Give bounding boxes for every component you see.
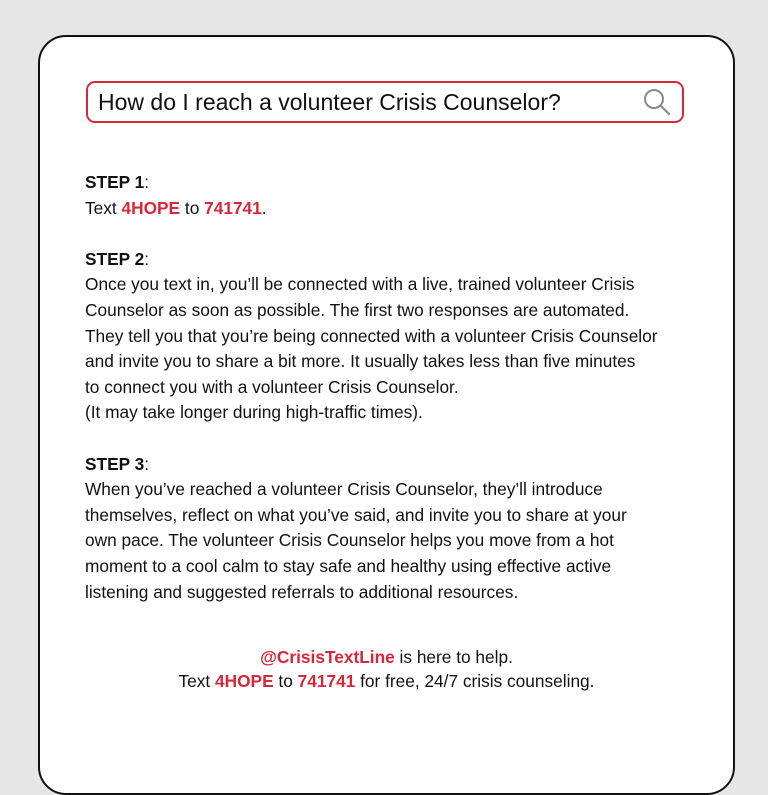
footer-line-2-suffix: for free, 24/7 crisis counseling.: [355, 671, 595, 691]
step-2: [85, 247, 725, 426]
step-1: [85, 170, 725, 221]
step-2-line: to connect you with a volunteer Crisis Counselor.: [85, 376, 459, 397]
step-2-colon: :: [144, 248, 150, 269]
footer-number: 741741: [297, 671, 356, 691]
footer-line-2-mid: to: [273, 671, 298, 691]
step-3-heading: [85, 452, 725, 478]
search-query[interactable]: How do I reach a volunteer Crisis Counselor?: [98, 88, 561, 115]
footer-line-1: [40, 645, 733, 669]
steps-content: [85, 170, 725, 631]
step-2-line: Once you text in, you’ll be connected with a live, trained volunteer Crisis: [85, 274, 635, 295]
footer-handle-link[interactable]: @CrisisTextLine: [260, 647, 395, 667]
info-card: [38, 35, 735, 795]
step-2-heading: [85, 247, 725, 273]
step-2-line: Counselor as soon as possible. The first two responses are automated.: [85, 299, 630, 320]
step-2-line: They tell you that you’re being connected with a volunteer Crisis Counselor: [85, 325, 658, 346]
step-1-text-prefix: Text: [85, 197, 122, 218]
footer-line-2: [40, 669, 733, 693]
step-1-text: [85, 196, 725, 222]
step-3-title: STEP 3: [85, 453, 145, 474]
step-2-line: (It may take longer during high-traffic times).: [85, 402, 423, 423]
search-icon[interactable]: [642, 87, 672, 117]
step-1-keyword: 4HOPE: [121, 197, 181, 218]
step-3-line: listening and suggested referrals to additional resources.: [85, 581, 519, 602]
step-3-line: When you’ve reached a volunteer Crisis Counselor, they’ll introduce: [85, 479, 603, 500]
step-1-title: STEP 1: [85, 172, 145, 192]
step-2-title: STEP 2: [85, 248, 145, 269]
step-3-colon: :: [144, 453, 150, 474]
step-2-line: and invite you to share a bit more. It usually takes less than five minutes: [85, 351, 636, 372]
footer-keyword: 4HOPE: [215, 671, 274, 691]
footer-line-1-suffix: is here to help.: [394, 647, 513, 667]
step-1-colon: :: [144, 172, 150, 192]
step-3: [85, 452, 725, 606]
step-3-line: themselves, reflect on what you’ve said, and invite you to share at your: [85, 504, 627, 525]
footer: [40, 645, 733, 693]
step-1-number: 741741: [204, 197, 262, 218]
footer-line-2-prefix: Text: [178, 671, 216, 691]
step-1-text-mid: to: [180, 197, 205, 218]
step-3-line: own pace. The volunteer Crisis Counselor helps you move from a hot: [85, 530, 614, 551]
step-1-heading: [85, 170, 725, 196]
step-1-text-suffix: .: [261, 197, 267, 218]
step-3-line: moment to a cool calm to stay safe and healthy using effective active: [85, 555, 612, 576]
search-bar[interactable]: [86, 81, 684, 123]
